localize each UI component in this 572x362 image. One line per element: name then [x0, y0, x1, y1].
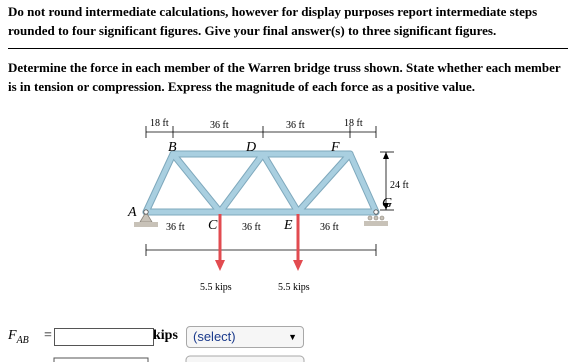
- select-value: (select): [193, 329, 236, 344]
- dim-top-1: 18 ft: [150, 118, 169, 129]
- joint-label-a: A: [128, 205, 137, 220]
- joint-label-d: D: [246, 140, 257, 155]
- equals-sign: =: [44, 328, 52, 343]
- chevron-down-icon: ▼: [288, 332, 297, 342]
- dim-top-4: 18 ft: [344, 118, 363, 129]
- load-label-e: 5.5 kips: [278, 282, 310, 293]
- units-label: kips: [153, 328, 178, 343]
- divider: [8, 48, 568, 49]
- load-arrow-icon-e: [293, 214, 303, 271]
- dim-bottom-3: 36 ft: [320, 222, 339, 233]
- dim-top-3: 36 ft: [286, 120, 305, 131]
- joint-label-b: B: [168, 140, 177, 155]
- dimension-lines: [146, 126, 394, 256]
- load-label-c: 5.5 kips: [200, 282, 232, 293]
- truss-figure: [118, 112, 409, 302]
- problem-statement: Determine the force in each member of the Warren bridge truss shown. State whether each member is in tension or compression. Express the magnitude of each force as a positive value.: [8, 60, 561, 94]
- force-value-input[interactable]: [54, 328, 154, 346]
- force-label: $F_{AB}$: [8, 328, 29, 346]
- dim-bottom-2: 36 ft: [242, 222, 261, 233]
- dim-bottom-1: 36 ft: [166, 222, 185, 233]
- tension-compression-select[interactable]: [186, 326, 304, 348]
- joint-label-g: G: [382, 196, 393, 211]
- dim-top-2: 36 ft: [210, 120, 229, 131]
- rounding-instructions: Do not round intermediate calculations, however for display purposes report intermediate steps rounded to four significant figures. Give your final answer(s) to three significant figures.: [8, 4, 538, 38]
- joint-label-f: F: [331, 140, 340, 155]
- joint-label-c: C: [208, 218, 218, 233]
- next-answer-row-partial: [8, 356, 308, 362]
- dim-height: 24 ft: [390, 180, 409, 191]
- joint-label-e: E: [284, 218, 293, 233]
